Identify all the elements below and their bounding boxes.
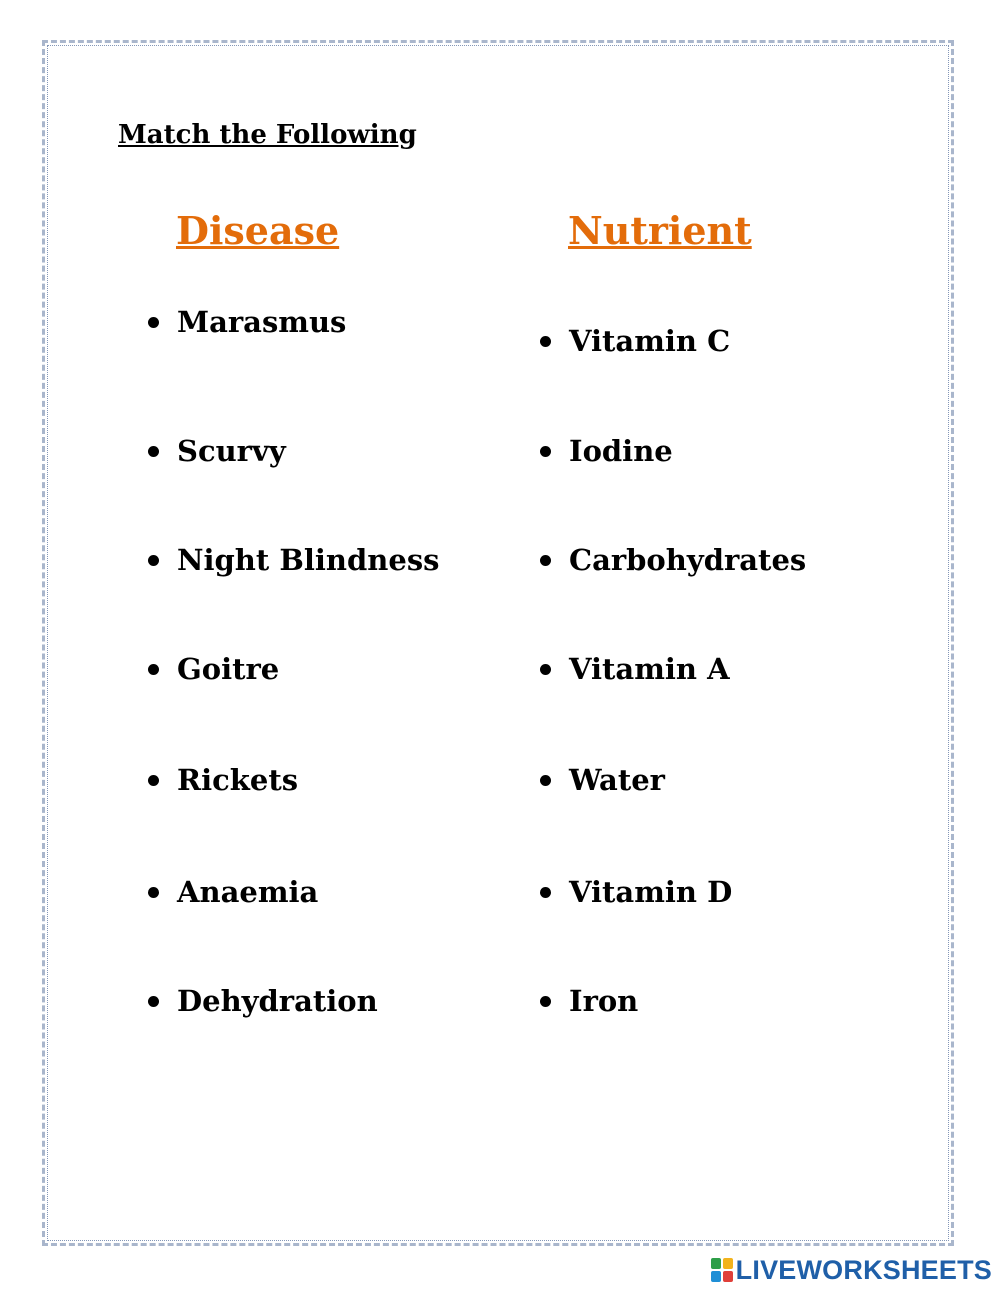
bullet-icon <box>540 887 551 898</box>
bullet-icon <box>540 446 551 457</box>
liveworksheets-logo-icon <box>711 1258 733 1282</box>
disease-label: Marasmus <box>177 305 347 339</box>
disease-item[interactable] <box>148 875 318 909</box>
disease-label: Goitre <box>177 652 280 686</box>
nutrient-item[interactable] <box>540 324 730 358</box>
bullet-icon <box>148 446 159 457</box>
disease-item[interactable] <box>148 652 279 686</box>
disease-item[interactable] <box>148 543 439 577</box>
bullet-icon <box>148 775 159 786</box>
nutrient-label: Vitamin D <box>569 875 733 909</box>
nutrient-item[interactable] <box>540 434 673 468</box>
nutrient-label: Carbohydrates <box>569 543 807 577</box>
disease-label: Night Blindness <box>177 543 440 577</box>
bullet-icon <box>540 996 551 1007</box>
bullet-icon <box>148 555 159 566</box>
disease-item[interactable] <box>148 984 378 1018</box>
nutrient-item[interactable] <box>540 543 806 577</box>
disease-label: Anaemia <box>177 875 319 909</box>
nutrient-item[interactable] <box>540 984 638 1018</box>
disease-item[interactable] <box>148 305 346 339</box>
nutrient-label: Vitamin A <box>569 652 730 686</box>
nutrient-item[interactable] <box>540 763 665 797</box>
nutrient-label: Water <box>569 763 665 797</box>
liveworksheets-logo[interactable] <box>711 1255 992 1285</box>
bullet-icon <box>148 664 159 675</box>
disease-column-title: Disease <box>176 208 340 253</box>
nutrient-label: Vitamin C <box>569 324 731 358</box>
disease-label: Rickets <box>177 763 299 797</box>
bullet-icon <box>540 336 551 347</box>
bullet-icon <box>540 555 551 566</box>
bullet-icon <box>540 664 551 675</box>
nutrient-label: Iron <box>569 984 639 1018</box>
disease-item[interactable] <box>148 763 298 797</box>
bullet-icon <box>540 775 551 786</box>
bullet-icon <box>148 887 159 898</box>
nutrient-item[interactable] <box>540 875 732 909</box>
nutrient-item[interactable] <box>540 652 730 686</box>
nutrient-label: Iodine <box>569 434 673 468</box>
nutrient-column-title: Nutrient <box>568 208 752 253</box>
disease-label: Scurvy <box>177 434 286 468</box>
disease-item[interactable] <box>148 434 286 468</box>
disease-label: Dehydration <box>177 984 378 1018</box>
worksheet-heading: Match the Following <box>118 120 417 150</box>
bullet-icon <box>148 317 159 328</box>
bullet-icon <box>148 996 159 1007</box>
logo-text: LIVEWORKSHEETS <box>735 1254 992 1285</box>
